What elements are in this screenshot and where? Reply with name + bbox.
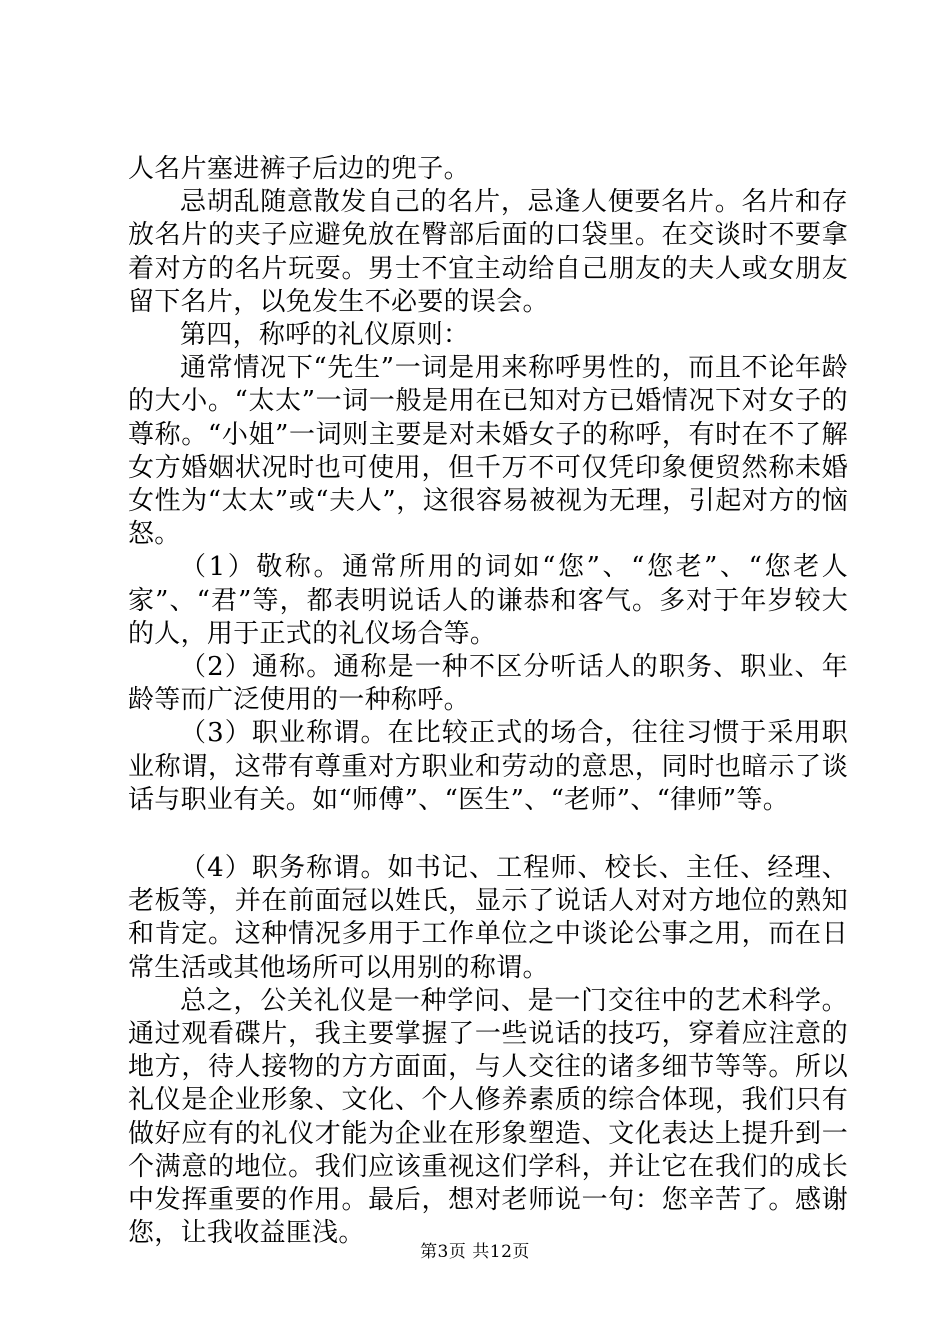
- page-number-footer: 第3页 共12页: [420, 1242, 530, 1262]
- document-body: [128, 153, 848, 1251]
- paragraph-gap: [128, 817, 848, 852]
- paragraph-business-card-taboos: 忌胡乱随意散发自己的名片，忌逢人便要名片。名片和存放名片的夹子应避免放在臀部后面的口袋里。在交谈时不要拿着对方的名片玩耍。男士不宜主动给自己朋友的夫人或女朋友留下名片，以免发生不必要的误会。: [128, 187, 848, 317]
- paragraph-professional-title: （3）职业称谓。在比较正式的场合，往往习惯于采用职业称谓，这带有尊重对方职业和劳动的意思，同时也暗示了谈话与职业有关。如“师傅”、“医生”、“老师”、“律师”等。: [128, 718, 848, 815]
- section-heading-address-etiquette: 第四，称呼的礼仪原则：: [180, 320, 470, 351]
- paragraph-general-title: （2）通称。通称是一种不区分听话人的职务、职业、年龄等而广泛使用的一种称呼。: [128, 652, 848, 716]
- paragraph-continuation: 人名片塞进裤子后边的兜子。: [128, 154, 470, 184]
- paragraph-forms-of-address: 通常情况下“先生”一词是用来称呼男性的，而且不论年龄的大小。“太太”一词一般是用在已知对方已婚情况下对女子的尊称。“小姐”一词则主要是对未婚女子的称呼，有时在不了解女方婚姻状况时也可使用，但千万不可仅凭印象便贸然称未婚女性为“太太”或“夫人”，这很容易被视为无理，引起对方的恼怒。: [128, 353, 848, 550]
- paragraph-conclusion: 总之，公关礼仪是一种学问、是一门交往中的艺术科学。通过观看碟片，我主要掌握了一些说话的技巧，穿着应注意的地方，待人接物的方方面面，与人交往的诸多细节等等。所以礼仪是企业形象、文化、个人修养素质的综合体现，我们只有做好应有的礼仪才能为企业在形象塑造、文化表达上提升到一个满意的地位。我们应该重视这们学科，并让它在我们的成长中发挥重要的作用。最后，想对老师说一句：您辛苦了。感谢您，让我收益匪浅。: [128, 985, 848, 1249]
- paragraph-honorific-title: （1）敬称。通常所用的词如“您”、“您老”、“您老人家”、“君”等，都表明说话人的谦恭和客气。多对于年岁较大的人，用于正式的礼仪场合等。: [128, 552, 848, 649]
- paragraph-position-title: （4）职务称谓。如书记、工程师、校长、主任、经理、老板等，并在前面冠以姓氏，显示了说话人对对方地位的熟知和肯定。这种情况多用于工作单位之中谈论公事之用，而在日常生活或其他场所可以用别的称谓。: [128, 853, 848, 983]
